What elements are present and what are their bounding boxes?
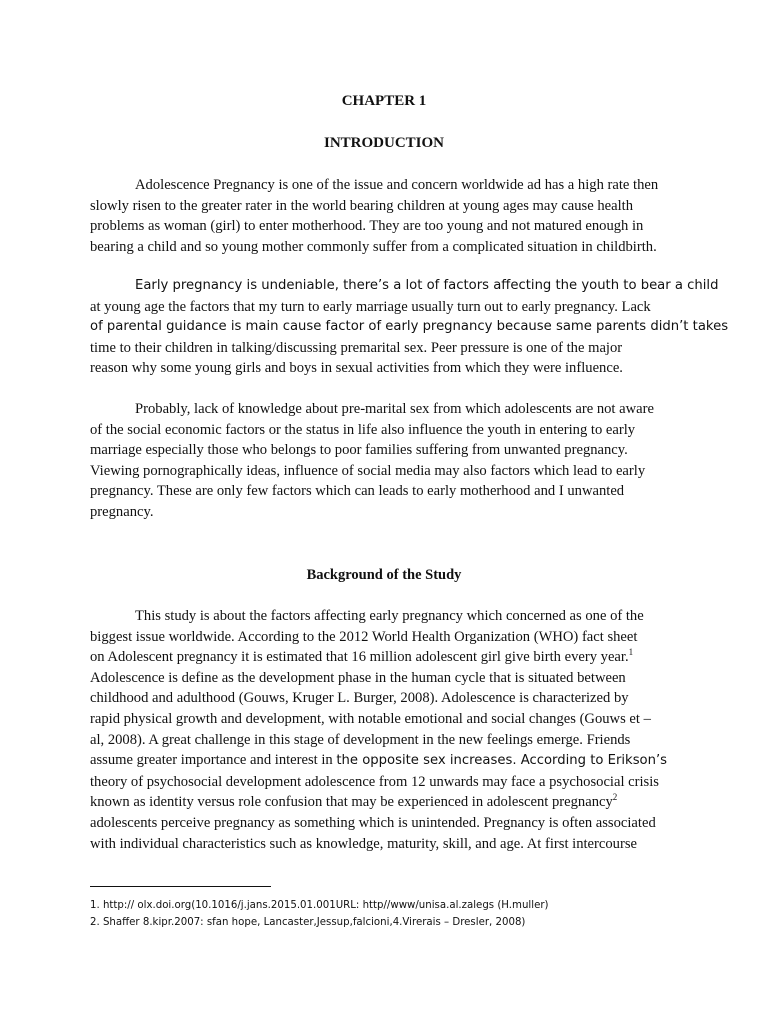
paragraph-line: al, 2008). A great challenge in this stage of development in the new feelings emerge. Friends — [90, 731, 631, 748]
paragraph-line: problems as woman (girl) to enter motherhood. They are too young and not matured enough in — [90, 218, 644, 235]
paragraph-line: of parental guidance is main cause factor of early pregnancy because same parents didn’t takes — [90, 319, 729, 335]
footnote-1: 1. http:// olx.doi.org(10.1016/j.jans.2015.01.001URL: http//www/unisa.al.zalegs (H.muller) — [90, 900, 549, 911]
footnote-separator — [90, 886, 271, 887]
paragraph-line: This study is about the factors affecting early pregnancy which concerned as one of the — [135, 608, 644, 624]
line-text: on Adolescent pregnancy it is estimated that 16 million adolescent girl give birth every year. — [90, 649, 629, 666]
paragraph-line: of the social economic factors or the status in life also influence the youth in entering to early — [90, 421, 636, 438]
paragraph-line: bearing a child and so young mother commonly suffer from a complicated situation in childbirth. — [90, 238, 657, 255]
paragraph-line: pregnancy. These are only few factors which can leads to early motherhood and I unwanted — [90, 483, 625, 500]
chapter-title: INTRODUCTION — [323, 135, 444, 151]
footnote-ref-1: 1 — [628, 647, 634, 658]
paragraph-line: Early pregnancy is undeniable, there’s a lot of factors affecting the youth to bear a child — [135, 278, 719, 293]
paragraph-line: Viewing pornographically ideas, influence of social media may also factors which lead to early — [90, 462, 646, 479]
paragraph-line: at young age the factors that my turn to early marriage usually turn out to early pregnancy. Lack — [90, 298, 651, 315]
paragraph-line: rapid physical growth and development, with notable emotional and social changes (Gouws et – — [90, 710, 651, 727]
paragraph-line: Probably, lack of knowledge about pre-marital sex from which adolescents are not aware — [135, 401, 654, 417]
paragraph-line: childhood and adulthood (Gouws, Kruger L. Burger, 2008). Adolescence is characterized by — [90, 690, 629, 707]
footnotes — [90, 897, 710, 931]
section-heading: Background of the Study — [306, 567, 462, 583]
line-text: assume greater importance and interest in — [90, 752, 337, 769]
paragraph-line: time to their children in talking/discussing premarital sex. Peer pressure is one of the major — [90, 339, 623, 356]
paragraph-line — [90, 647, 690, 668]
paragraph-line: adolescents perceive pregnancy as something which is unintended. Pregnancy is often associated — [90, 814, 656, 831]
background-paragraph — [90, 606, 690, 854]
footnote-2: 2. Shaffer 8.kipr.2007: sfan hope, Lancaster,Jessup,falcioni,4.Virerais – Dresler, 2008) — [90, 917, 526, 928]
paragraph-line: slowly risen to the greater rater in the world bearing children at young ages may cause health — [90, 197, 634, 214]
line-text-sans: the opposite sex increases. According to Erikson’s — [336, 753, 668, 769]
intro-paragraph-3 — [90, 399, 690, 523]
paragraph-line: Adolescence Pregnancy is one of the issue and concern worldwide ad has a high rate then — [135, 177, 659, 193]
intro-paragraph-2 — [90, 276, 729, 379]
paragraph-line: biggest issue worldwide. According to the 2012 World Health Organization (WHO) fact sheet — [90, 628, 638, 645]
paragraph-line: marriage especially those who belongs to poor families suffering from unwanted pregnancy. — [90, 442, 628, 459]
paragraph-line: Adolescence is define as the development phase in the human cycle that is situated between — [90, 669, 626, 686]
footnote-ref-2: 2 — [612, 792, 618, 803]
paragraph-line — [90, 792, 690, 813]
chapter-label: CHAPTER 1 — [341, 93, 427, 109]
paragraph-line: theory of psychosocial development adolescence from 12 unwards may face a psychosocial crisis — [90, 773, 659, 790]
paragraph-line: reason why some young girls and boys in sexual activities from which they were influence. — [90, 360, 623, 377]
paragraph-line: with individual characteristics such as knowledge, maturity, skill, and age. At first intercourse — [90, 835, 637, 852]
intro-paragraph-1 — [90, 175, 690, 257]
line-text: known as identity versus role confusion that may be experienced in adolescent pregnancy — [90, 794, 613, 811]
paragraph-line — [90, 750, 690, 772]
paragraph-line: pregnancy. — [90, 503, 154, 520]
